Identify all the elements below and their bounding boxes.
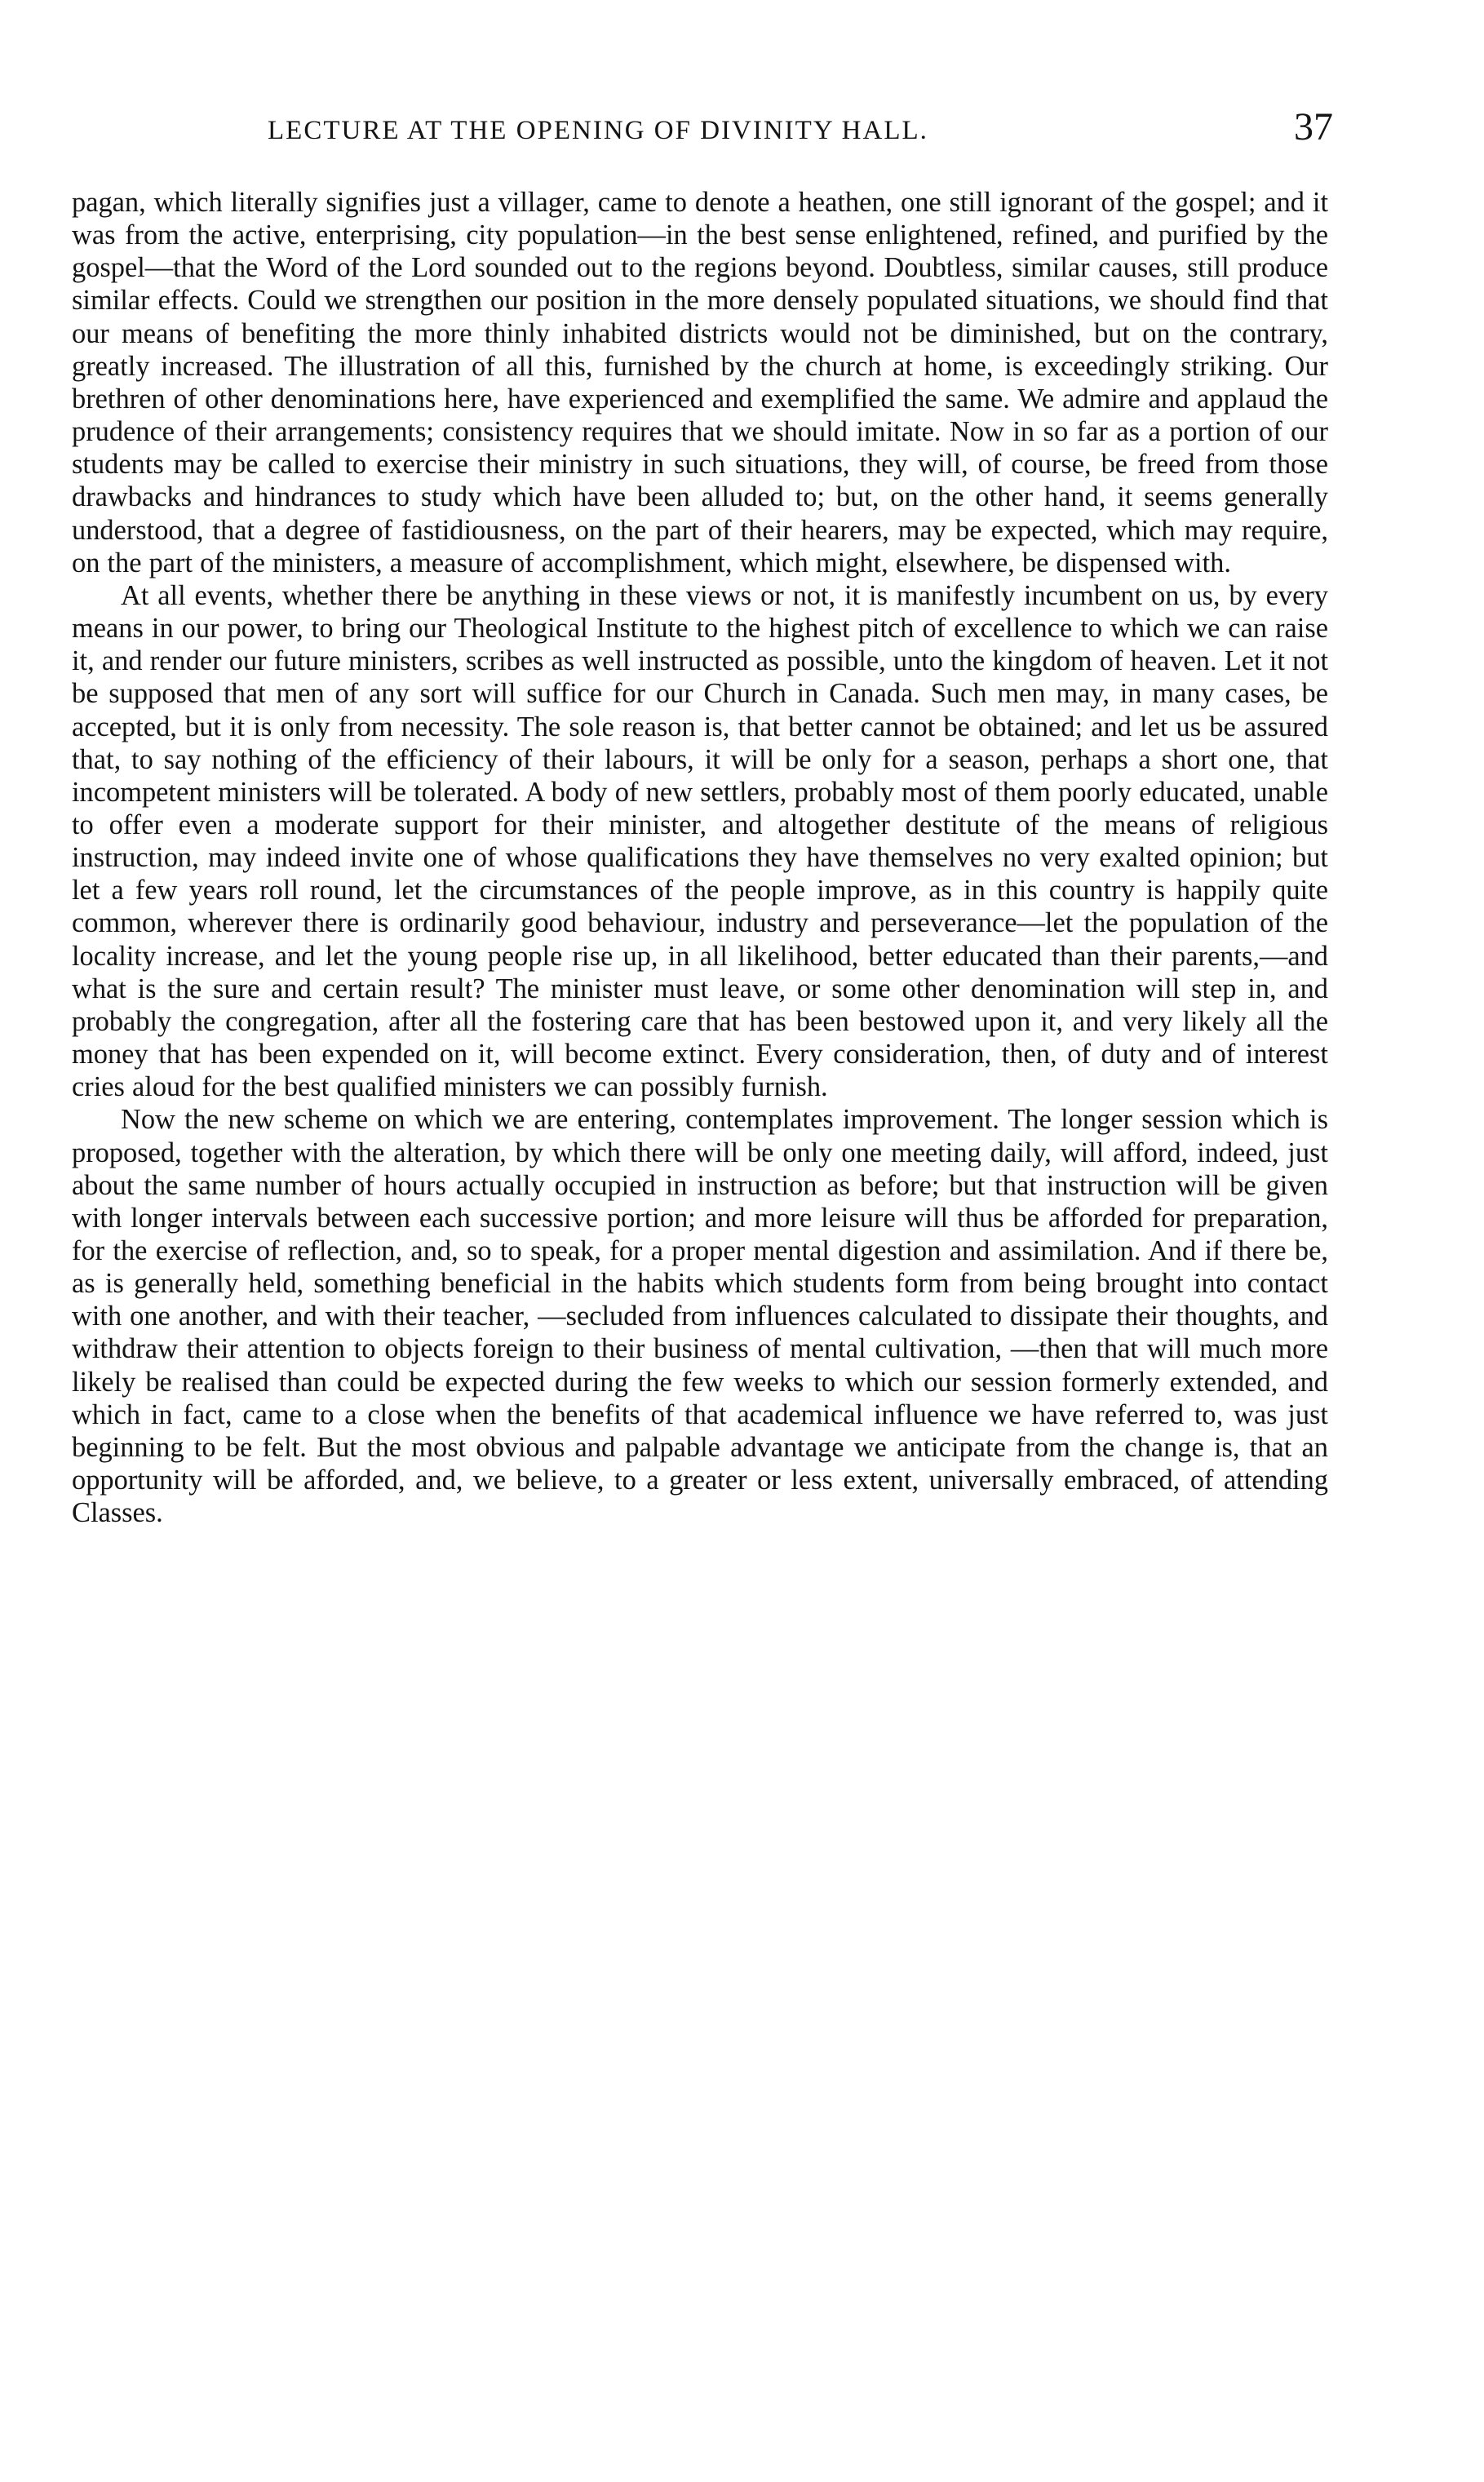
paragraph-new-scheme: Now the new scheme on which we are entering, contemplates improvement. The longer session which is proposed, together with the alteration, by which there will be only one meeting daily, will afford, indeed, just about the same number of hours actually occupied in instruction as before; but that instruction will be given with longer intervals between each successive portion; and more leisure will thus be afforded for preparation, for the exercise of reflection, and, so to speak, for a proper mental digestion and assimilation. And if there be, as is generally held, something beneficial in the habits which students form from being brought into contact with one another, and with their teacher, —secluded from influences calculated to dissipate their thoughts, and withdraw their attention to objects foreign to their business of mental cultivation, —then that will much more likely be realised than could be expected during the few weeks to which our session formerly extended, and which in fact, came to a close when the benefits of that academical influence we have referred to, was just beginning to be felt. But the most obvious and palpable advantage we anticipate from the change is, that an opportunity will be afforded, and, we believe, to a greater or less extent, universally embraced, of attending Classes. — [72, 1104, 1328, 1529]
book-page — [72, 104, 1333, 2438]
body-text — [72, 186, 1328, 1529]
paragraph-continued: pagan, which literally signifies just a villager, came to denote a heathen, one still ignorant of the gospel; and it was from the active, enterprising, city population—in the best sense enlightened, refined, and purified by the gospel—that the Word of the Lord sounded out to the regions beyond. Doubtless, similar causes, still produce similar effects. Could we strengthen our position in the more densely populated situations, we should find that our means of benefiting the more thinly inhabited districts would not be diminished, but on the contrary, greatly increased. The illustration of all this, furnished by the church at home, is exceedingly striking. Our brethren of other denominations here, have experienced and exemplified the same. We admire and applaud the prudence of their arrangements; consistency requires that we should imitate. Now in so far as a portion of our students may be called to exercise their ministry in such situations, they will, of course, be freed from those drawbacks and hindrances to study which have been alluded to; but, on the other hand, it seems generally understood, that a degree of fastidiousness, on the part of their hearers, may be expected, which may require, on the part of the ministers, a measure of accomplishment, which might, elsewhere, be dispensed with. — [72, 187, 1328, 578]
paragraph-at-all-events: At all events, whether there be anything in these views or not, it is manifestly incumbent on us, by every means in our power, to bring our Theological Institute to the highest pitch of excellence to which we can raise it, and render our future ministers, scribes as well instructed as possible, unto the kingdom of heaven. Let it not be supposed that men of any sort will suffice for our Church in Canada. Such men may, in many cases, be accepted, but it is only from necessity. The sole reason is, that better cannot be obtained; and let us be assured that, to say nothing of the efficiency of their labours, it will be only for a season, perhaps a short one, that incompetent ministers will be tolerated. A body of new settlers, probably most of them poorly educated, unable to offer even a moderate support for their minister, and altogether destitute of the means of religious instruction, may indeed invite one of whose qualifications they have themselves no very exalted opinion; but let a few years roll round, let the circumstances of the people improve, as in this country is happily quite common, wherever there is ordinarily good behaviour, industry and perseverance—let the population of the locality increase, and let the young people rise up, in all likelihood, better educated than their parents,—and what is the sure and certain result? The minister must leave, or some other denomination will step in, and probably the congregation, after all the fostering care that has been bestowed upon it, and very likely all the money that has been expended on it, will become extinct. Every consideration, then, of duty and of interest cries aloud for the best qualified ministers we can possibly furnish. — [72, 579, 1328, 1103]
page-number: 37 — [1294, 105, 1333, 148]
running-header — [72, 104, 1333, 162]
running-title: LECTURE AT THE OPENING OF DIVINITY HALL. — [268, 116, 928, 145]
